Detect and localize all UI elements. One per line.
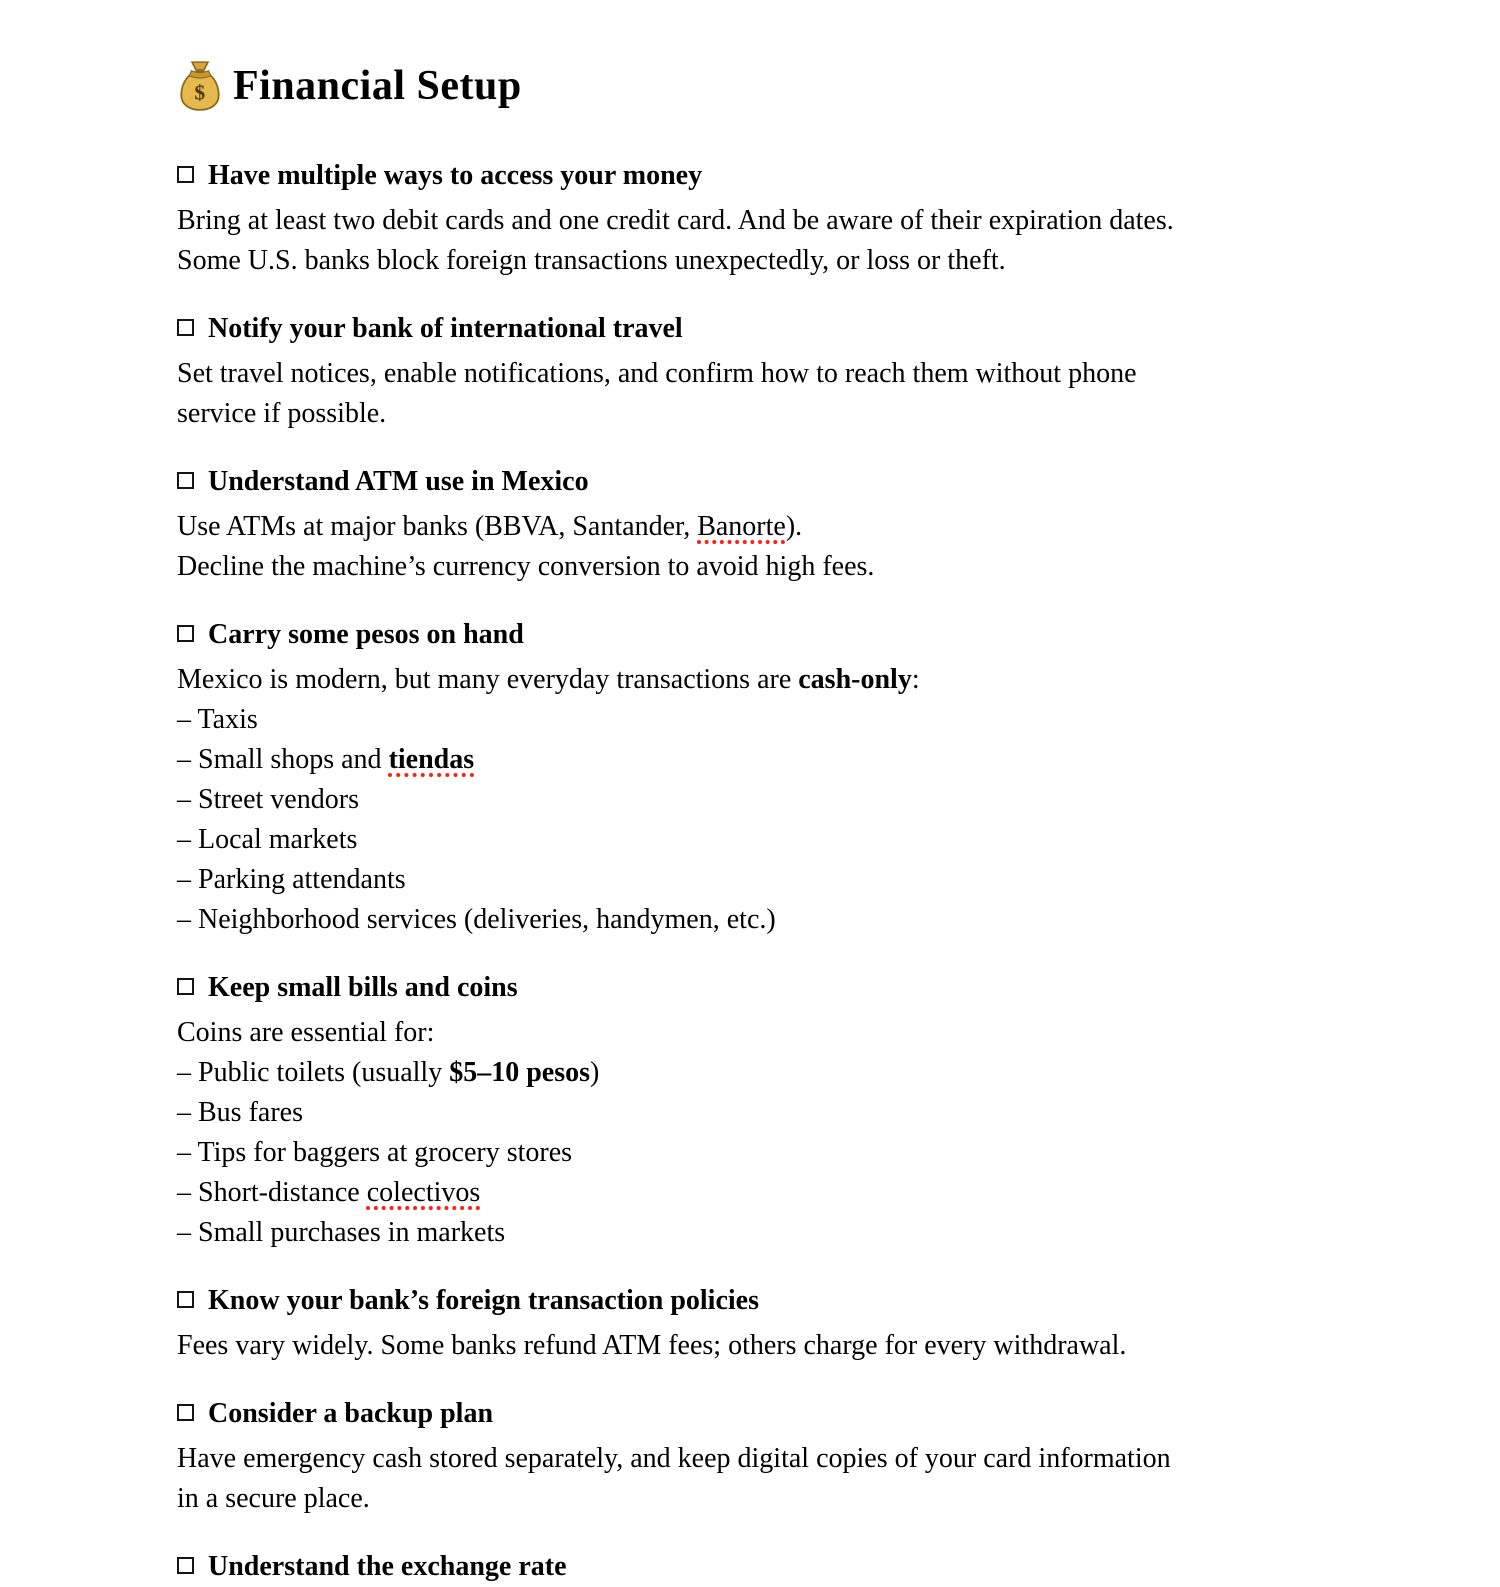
misspelled-word: tiendas (388, 744, 475, 775)
text-segment: ) (590, 1057, 600, 1088)
misspelled-word: Banorte (697, 511, 786, 542)
text-segment: – Small purchases in markets (177, 1217, 506, 1248)
checklist-section (177, 1394, 1410, 1519)
text-segment: Have emergency cash stored separately, and keep digital copies of your card information (177, 1443, 1171, 1474)
checklist-item-heading (177, 1547, 1410, 1587)
text-segment: – Bus fares (177, 1097, 303, 1128)
text-segment: Decline the machine’s currency conversion to avoid high fees. (177, 551, 875, 582)
body-line (177, 1053, 1410, 1093)
text-segment: – Public toilets (usually (177, 1057, 450, 1088)
checklist (177, 156, 1410, 1587)
body-line (177, 820, 1410, 860)
unchecked-checkbox-icon[interactable] (177, 1557, 194, 1574)
checklist-section (177, 968, 1410, 1253)
text-segment: in a secure place. (177, 1483, 370, 1514)
checklist-section (177, 1281, 1410, 1366)
text-segment: Mexico is modern, but many everyday transactions are (177, 664, 799, 695)
checklist-item-heading (177, 1281, 1410, 1321)
body-line (177, 507, 1410, 547)
text-segment: – Parking attendants (177, 864, 406, 895)
text-segment: – Neighborhood services (deliveries, handymen, etc.) (177, 904, 776, 935)
checklist-heading-label: Keep small bills and coins (208, 972, 518, 1003)
text-segment: service if possible. (177, 398, 387, 429)
page-title-text: Financial Setup (233, 63, 522, 109)
body-line (177, 547, 1410, 587)
text-segment: – Small shops and (177, 744, 389, 775)
checklist-heading-label: Consider a backup plan (208, 1398, 494, 1429)
svg-text:$: $ (194, 80, 206, 105)
body-line (177, 201, 1410, 241)
body-line (177, 1439, 1410, 1479)
checklist-item-heading (177, 1394, 1410, 1434)
misspelled-word: colectivos (366, 1177, 481, 1208)
checklist-section (177, 615, 1410, 940)
checklist-item-heading (177, 968, 1410, 1008)
body-line (177, 1213, 1410, 1253)
body-line (177, 740, 1410, 780)
checklist-item-heading (177, 309, 1410, 349)
text-segment: – Street vendors (177, 784, 359, 815)
checklist-heading-label: Have multiple ways to access your money (208, 160, 703, 191)
checklist-item-heading (177, 156, 1410, 196)
body-line (177, 1326, 1410, 1366)
checklist-section (177, 462, 1410, 587)
checklist-section (177, 309, 1410, 434)
money-bag-icon (177, 61, 223, 111)
text-segment: Coins are essential for: (177, 1017, 435, 1048)
body-line (177, 1479, 1410, 1519)
unchecked-checkbox-icon[interactable] (177, 978, 194, 995)
unchecked-checkbox-icon[interactable] (177, 166, 194, 183)
checklist-item-heading (177, 615, 1410, 655)
text-segment: Use ATMs at major banks (BBVA, Santander, (177, 511, 698, 542)
checklist-section (177, 156, 1410, 281)
body-line (177, 1173, 1410, 1213)
body-line (177, 1093, 1410, 1133)
unchecked-checkbox-icon[interactable] (177, 319, 194, 336)
body-line (177, 1013, 1410, 1053)
checklist-item-heading (177, 462, 1410, 502)
body-line (177, 660, 1410, 700)
unchecked-checkbox-icon[interactable] (177, 1291, 194, 1308)
text-segment: : (911, 664, 920, 695)
body-line (177, 900, 1410, 940)
text-segment: – Short-distance (177, 1177, 367, 1208)
unchecked-checkbox-icon[interactable] (177, 472, 194, 489)
text-segment: Set travel notices, enable notifications, and confirm how to reach them without phone (177, 358, 1137, 389)
text-segment: cash-only (798, 664, 912, 695)
checklist-heading-label: Carry some pesos on hand (208, 619, 524, 650)
body-line (177, 780, 1410, 820)
body-line (177, 394, 1410, 434)
checklist-heading-label: Understand ATM use in Mexico (208, 466, 589, 497)
text-segment: $5–10 pesos (449, 1057, 591, 1088)
text-segment: – Taxis (177, 704, 258, 735)
checklist-heading-label: Notify your bank of international travel (208, 313, 683, 344)
text-segment: ). (785, 511, 803, 542)
checklist-section (177, 1547, 1410, 1587)
body-line (177, 241, 1410, 281)
body-line (177, 700, 1410, 740)
body-line (177, 354, 1410, 394)
text-segment: Fees vary widely. Some banks refund ATM fees; others charge for every withdrawal. (177, 1330, 1127, 1361)
unchecked-checkbox-icon[interactable] (177, 1404, 194, 1421)
text-segment: Some U.S. banks block foreign transactions unexpectedly, or loss or theft. (177, 245, 1006, 276)
text-segment: – Tips for baggers at grocery stores (177, 1137, 573, 1168)
checklist-heading-label: Understand the exchange rate (208, 1551, 567, 1582)
text-segment: Bring at least two debit cards and one credit card. And be aware of their expiration dates. (177, 205, 1174, 236)
page-title (177, 58, 1410, 114)
unchecked-checkbox-icon[interactable] (177, 625, 194, 642)
body-line (177, 1133, 1410, 1173)
text-segment: – Local markets (177, 824, 358, 855)
checklist-heading-label: Know your bank’s foreign transaction policies (208, 1285, 759, 1316)
body-line (177, 860, 1410, 900)
